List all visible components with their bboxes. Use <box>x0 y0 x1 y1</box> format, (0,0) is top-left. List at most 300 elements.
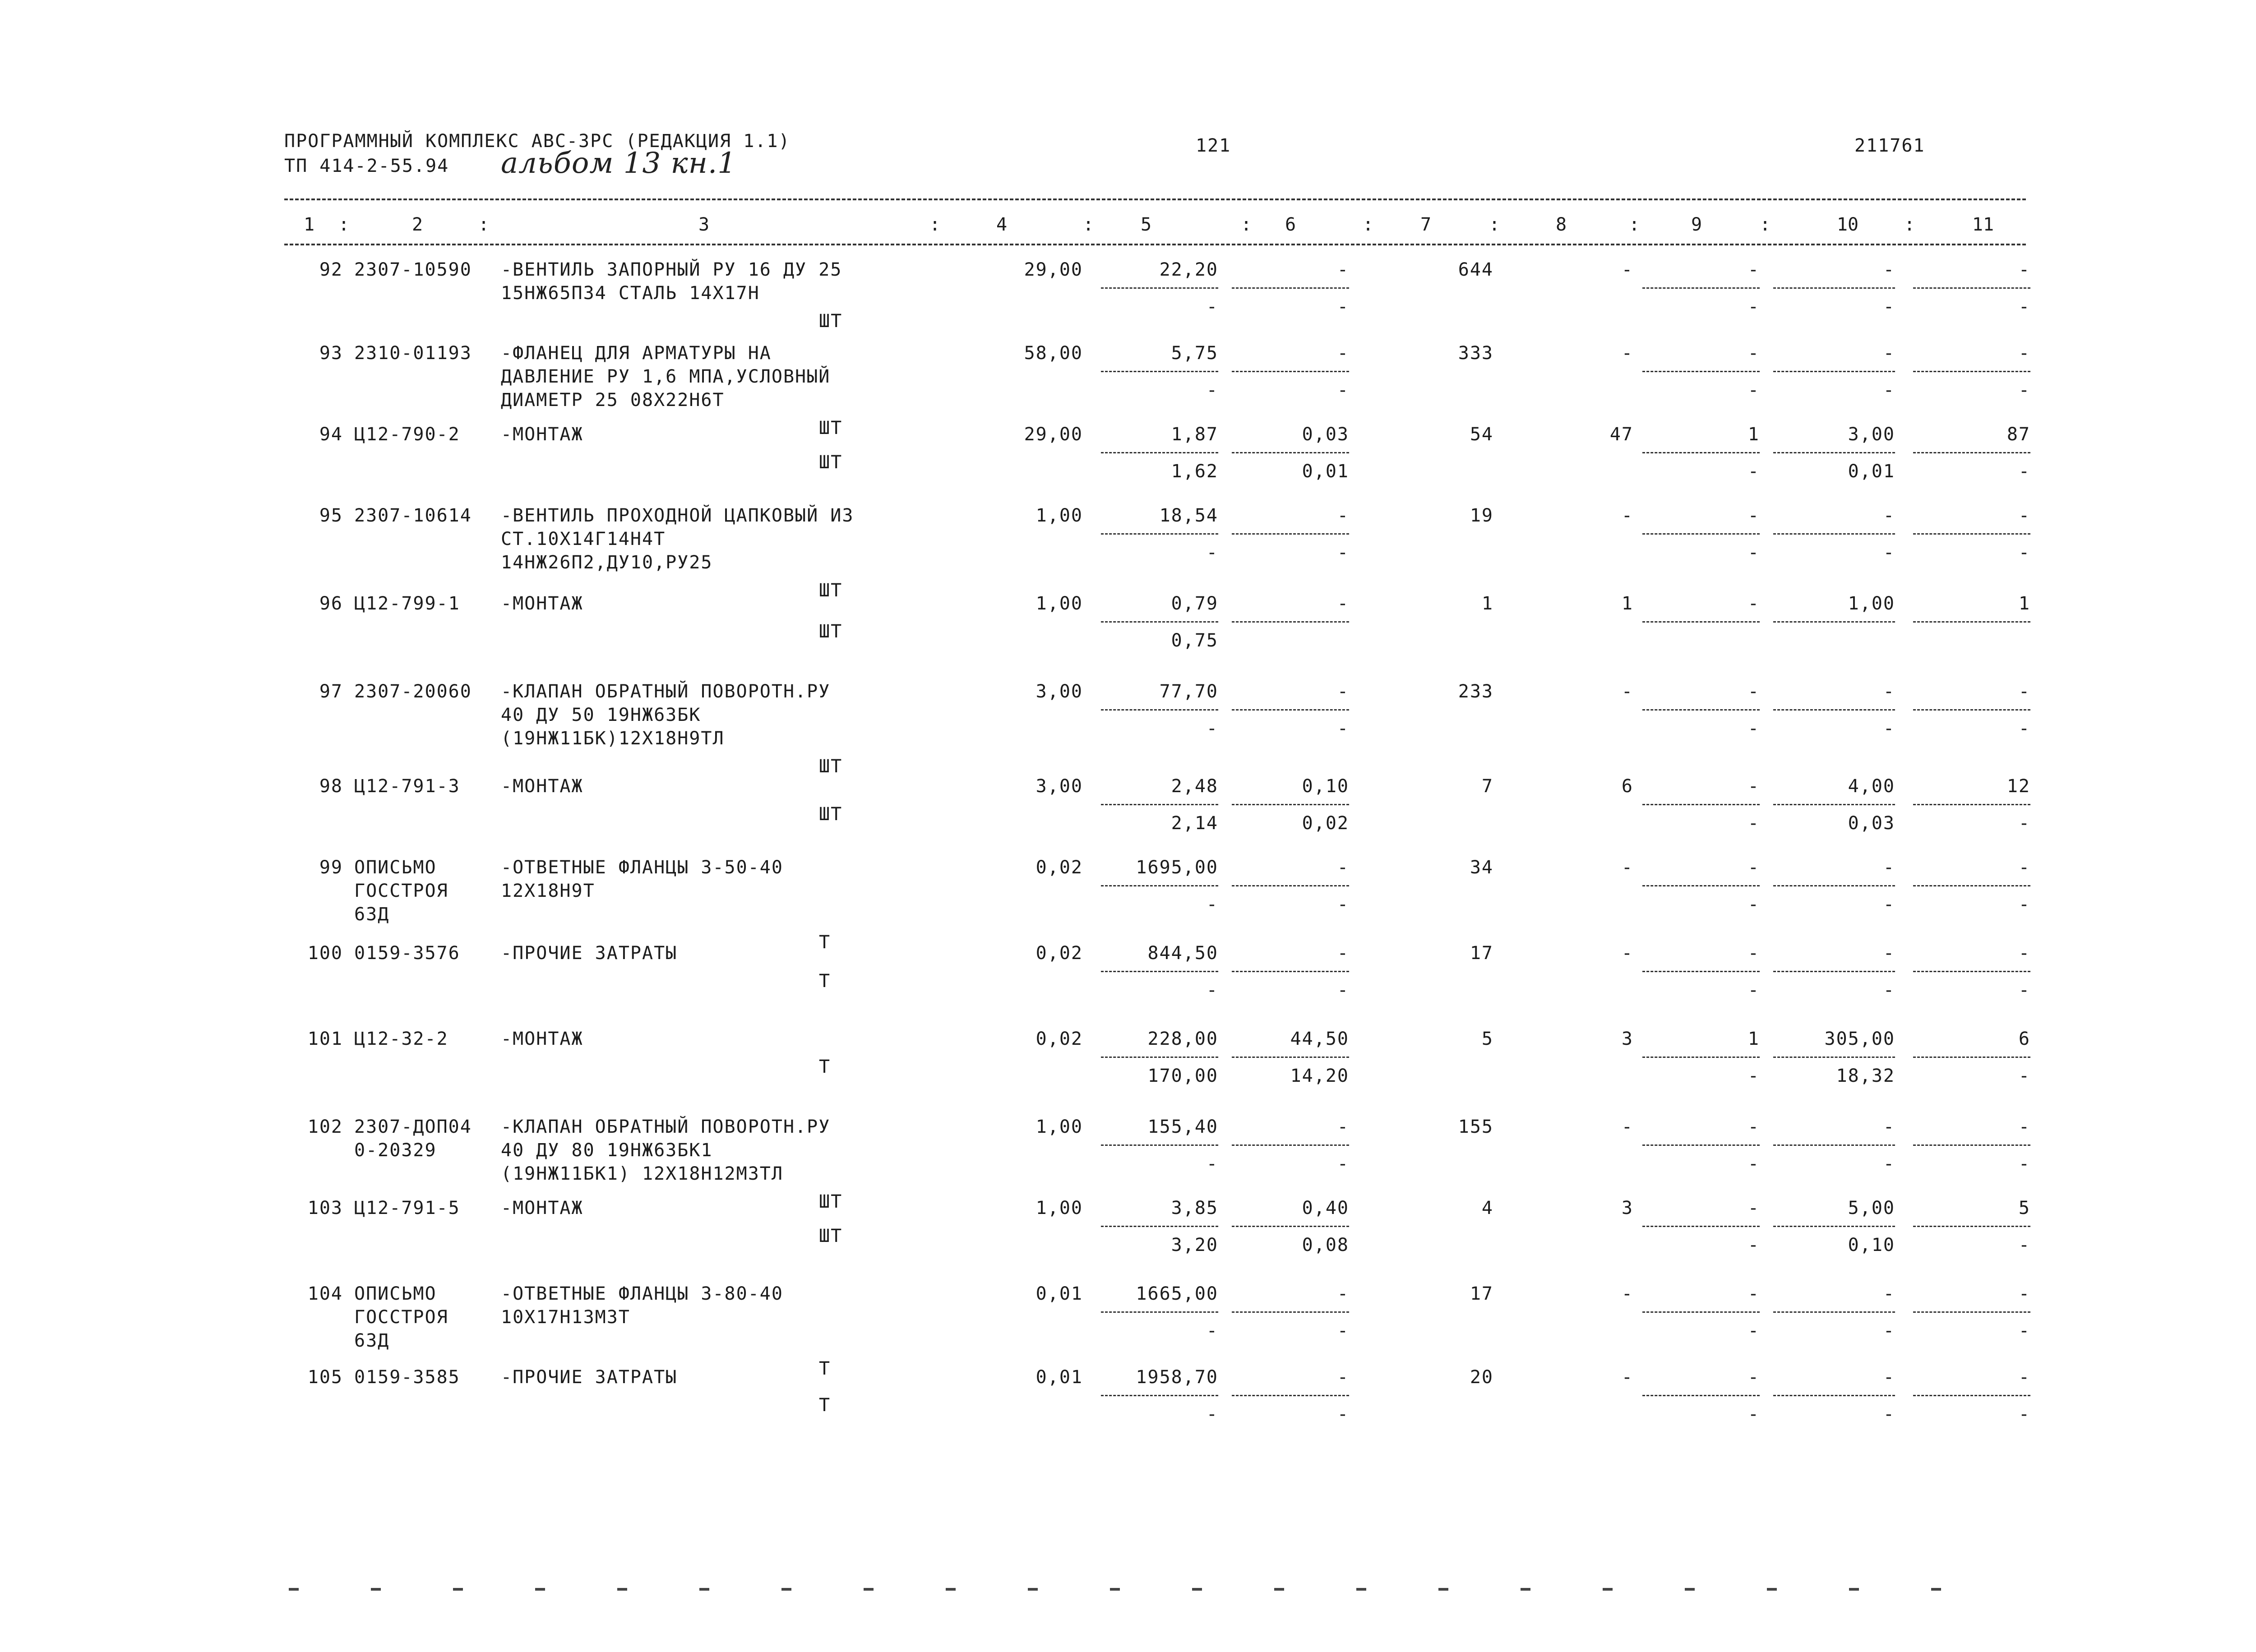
unit-wage: - <box>1337 857 1349 878</box>
fraction-rule <box>1773 1057 1895 1058</box>
column-separator: : <box>1629 214 1640 235</box>
resource-code: ОПИСЬМО <box>354 1283 437 1304</box>
labor-input: 1,00 <box>1848 593 1895 614</box>
column-separator: : <box>1489 214 1500 235</box>
header-bottom-rule <box>284 244 2026 245</box>
quantity: 0,02 <box>1036 857 1083 878</box>
quantity: 0,01 <box>1036 1367 1083 1388</box>
footer-mark <box>617 1588 627 1591</box>
row-number: 101 <box>307 1029 343 1049</box>
unit-cost-wages: - <box>1206 542 1218 563</box>
unit-cost: 18,54 <box>1159 505 1218 526</box>
fraction-rule <box>1773 1395 1895 1396</box>
item-description: 40 ДУ 80 19НЖ63БК1 <box>501 1140 713 1161</box>
fraction-rule <box>1773 709 1895 711</box>
column-separator: : <box>1904 214 1915 235</box>
machine-wage: - <box>1747 894 1760 915</box>
column-number: 3 <box>698 214 710 235</box>
labor-input: - <box>1883 259 1895 280</box>
labor-total: - <box>2018 259 2030 280</box>
labor-input: - <box>1883 1117 1895 1137</box>
quantity: 29,00 <box>1024 424 1083 445</box>
unit-cost-wages: 0,75 <box>1171 630 1218 651</box>
row-number: 94 <box>319 424 343 445</box>
item-description: -КЛАПАН ОБРАТНЫЙ ПОВОРОТН.РУ <box>501 681 831 702</box>
machine-cost: - <box>1747 1367 1760 1388</box>
unit-of-measure: ШТ <box>819 452 843 473</box>
footer-mark <box>1767 1588 1777 1591</box>
footer-mark <box>535 1588 545 1591</box>
machine-wage: - <box>1747 380 1760 401</box>
total-wage: - <box>1621 1283 1633 1304</box>
unit-wage-machinists: - <box>1337 542 1349 563</box>
column-separator: : <box>1083 214 1094 235</box>
project-code: ТП 414-2-55.94 <box>284 156 449 176</box>
unit-of-measure: ШТ <box>819 621 843 642</box>
unit-wage-machinists: - <box>1337 980 1349 1001</box>
machine-wage: - <box>1747 813 1760 834</box>
machine-wage: - <box>1747 718 1760 739</box>
column-separator: : <box>1760 214 1771 235</box>
fraction-rule <box>1642 971 1760 972</box>
column-number: 8 <box>1555 214 1567 235</box>
resource-code: 2307-10614 <box>354 505 472 526</box>
column-number: 2 <box>411 214 423 235</box>
machine-cost: - <box>1747 1117 1760 1137</box>
footer-mark <box>781 1588 791 1591</box>
item-description: -ПРОЧИЕ ЗАТРАТЫ <box>501 1367 678 1388</box>
machine-cost: - <box>1747 343 1760 364</box>
labor-total: - <box>2018 505 2030 526</box>
fraction-rule <box>1101 1144 1218 1146</box>
row-number: 104 <box>307 1283 343 1304</box>
unit-cost: 5,75 <box>1171 343 1218 364</box>
footer-mark <box>1356 1588 1366 1591</box>
resource-code: 2307-20060 <box>354 681 472 702</box>
labor-total-machinists: - <box>2018 813 2030 834</box>
fraction-rule <box>1773 452 1895 453</box>
row-number: 95 <box>319 505 343 526</box>
machine-wage: - <box>1747 1066 1760 1086</box>
labor-total: - <box>2018 681 2030 702</box>
resource-code: Ц12-790-2 <box>354 424 460 445</box>
resource-code: 2307-ДОП04 <box>354 1117 472 1137</box>
item-description: 15НЖ65П34 СТАЛЬ 14Х17Н <box>501 283 760 304</box>
footer-mark <box>699 1588 709 1591</box>
fraction-rule <box>1642 371 1760 372</box>
quantity: 1,00 <box>1036 593 1083 614</box>
unit-of-measure: ШТ <box>819 1191 843 1212</box>
unit-wage: - <box>1337 681 1349 702</box>
fraction-rule <box>1232 287 1349 289</box>
unit-wage-machinists: 0,08 <box>1302 1235 1349 1255</box>
row-number: 98 <box>319 776 343 797</box>
fraction-rule <box>1773 533 1895 535</box>
fraction-rule <box>1642 287 1760 289</box>
unit-cost: 1665,00 <box>1136 1283 1218 1304</box>
row-number: 103 <box>307 1198 343 1218</box>
unit-wage: - <box>1337 505 1349 526</box>
fraction-rule <box>1101 1226 1218 1227</box>
column-separator: : <box>1241 214 1252 235</box>
machine-wage: - <box>1747 980 1760 1001</box>
total-cost: 233 <box>1458 681 1493 702</box>
quantity: 0,02 <box>1036 1029 1083 1049</box>
fraction-rule <box>1773 371 1895 372</box>
resource-code: 0159-3585 <box>354 1367 460 1388</box>
fraction-rule <box>1101 709 1218 711</box>
item-description: -ФЛАНЕЦ ДЛЯ АРМАТУРЫ НА <box>501 343 772 364</box>
fraction-rule <box>1232 1226 1349 1227</box>
unit-cost-wages: 1,62 <box>1171 461 1218 482</box>
fraction-rule <box>1101 1311 1218 1313</box>
machine-cost: - <box>1747 259 1760 280</box>
resource-code: 0159-3576 <box>354 943 460 964</box>
unit-cost-wages: - <box>1206 718 1218 739</box>
total-cost: 19 <box>1470 505 1493 526</box>
column-number: 9 <box>1691 214 1702 235</box>
fraction-rule <box>1773 971 1895 972</box>
unit-cost-wages: 170,00 <box>1147 1066 1218 1086</box>
labor-machinists: - <box>1883 1154 1895 1174</box>
unit-cost-wages: - <box>1206 296 1218 317</box>
unit-cost: 844,50 <box>1147 943 1218 964</box>
labor-machinists: - <box>1883 542 1895 563</box>
machine-cost: - <box>1747 681 1760 702</box>
machine-cost: - <box>1747 505 1760 526</box>
unit-cost-wages: - <box>1206 980 1218 1001</box>
unit-wage-machinists: - <box>1337 1404 1349 1425</box>
fraction-rule <box>1232 533 1349 535</box>
unit-cost-wages: - <box>1206 894 1218 915</box>
resource-code: Ц12-799-1 <box>354 593 460 614</box>
labor-total: - <box>2018 1283 2030 1304</box>
header-top-rule <box>284 198 2026 200</box>
total-cost: 17 <box>1470 943 1493 964</box>
labor-total-machinists: - <box>2018 461 2030 482</box>
labor-machinists: 0,03 <box>1848 813 1895 834</box>
total-cost: 155 <box>1458 1117 1493 1137</box>
item-description: -МОНТАЖ <box>501 1198 583 1218</box>
item-description: -МОНТАЖ <box>501 776 583 797</box>
resource-code: 63Д <box>354 904 390 925</box>
labor-input: - <box>1883 681 1895 702</box>
fraction-rule <box>1642 709 1760 711</box>
unit-of-measure: ШТ <box>819 756 843 777</box>
item-description: (19НЖ11БК)12Х18Н9ТЛ <box>501 728 725 749</box>
unit-wage-machinists: - <box>1337 380 1349 401</box>
labor-machinists: - <box>1883 1320 1895 1341</box>
resource-code: ГОССТРОЯ <box>354 1307 448 1328</box>
fraction-rule <box>1642 621 1760 623</box>
unit-of-measure: ШТ <box>819 1226 843 1246</box>
total-wage: 6 <box>1621 776 1633 797</box>
quantity: 1,00 <box>1036 1198 1083 1218</box>
unit-wage-machinists: - <box>1337 296 1349 317</box>
labor-total: - <box>2018 943 2030 964</box>
page-number: 121 <box>1196 135 1231 156</box>
total-wage: - <box>1621 943 1633 964</box>
machine-cost: - <box>1747 593 1760 614</box>
unit-wage: - <box>1337 943 1349 964</box>
labor-input: - <box>1883 343 1895 364</box>
column-number: 10 <box>1836 214 1859 235</box>
footer-mark <box>1192 1588 1202 1591</box>
unit-wage: - <box>1337 1367 1349 1388</box>
machine-cost: - <box>1747 1283 1760 1304</box>
machine-wage: - <box>1747 1404 1760 1425</box>
unit-of-measure: ШТ <box>819 418 843 438</box>
labor-machinists: - <box>1883 980 1895 1001</box>
labor-total: 6 <box>2018 1029 2030 1049</box>
total-cost: 644 <box>1458 259 1493 280</box>
item-description: -ВЕНТИЛЬ ПРОХОДНОЙ ЦАПКОВЫЙ ИЗ <box>501 505 854 526</box>
total-wage: - <box>1621 1117 1633 1137</box>
column-separator: : <box>338 214 350 235</box>
fraction-rule <box>1101 533 1218 535</box>
row-number: 100 <box>307 943 343 964</box>
unit-wage-machinists: - <box>1337 718 1349 739</box>
fraction-rule <box>1232 1395 1349 1396</box>
machine-wage: - <box>1747 542 1760 563</box>
unit-of-measure: ШТ <box>819 311 843 332</box>
labor-machinists: 18,32 <box>1836 1066 1895 1086</box>
labor-machinists: 0,10 <box>1848 1235 1895 1255</box>
unit-wage: - <box>1337 593 1349 614</box>
unit-wage: - <box>1337 259 1349 280</box>
fraction-rule <box>1913 371 2030 372</box>
item-description: -ОТВЕТНЫЕ ФЛАНЦЫ 3-50-40 <box>501 857 783 878</box>
machine-cost: - <box>1747 1198 1760 1218</box>
column-separator: : <box>929 214 941 235</box>
labor-machinists: - <box>1883 296 1895 317</box>
fraction-rule <box>1101 1057 1218 1058</box>
machine-wage: - <box>1747 1320 1760 1341</box>
item-description: -МОНТАЖ <box>501 1029 583 1049</box>
unit-wage: - <box>1337 1117 1349 1137</box>
item-description: 14НЖ26П2,ДУ10,РУ25 <box>501 552 713 573</box>
fraction-rule <box>1642 533 1760 535</box>
fraction-rule <box>1913 971 2030 972</box>
unit-of-measure: Т <box>819 971 831 992</box>
footer-mark <box>289 1588 299 1591</box>
fraction-rule <box>1101 885 1218 886</box>
fraction-rule <box>1642 885 1760 886</box>
fraction-rule <box>1642 1057 1760 1058</box>
unit-of-measure: Т <box>819 1395 831 1416</box>
fraction-rule <box>1232 971 1349 972</box>
machine-cost: - <box>1747 943 1760 964</box>
total-cost: 34 <box>1470 857 1493 878</box>
unit-cost-wages: - <box>1206 380 1218 401</box>
labor-total-machinists: - <box>2018 1235 2030 1255</box>
row-number: 99 <box>319 857 343 878</box>
footer-mark <box>1521 1588 1530 1591</box>
fraction-rule <box>1913 1144 2030 1146</box>
resource-code: 63Д <box>354 1330 390 1351</box>
labor-machinists: - <box>1883 894 1895 915</box>
quantity: 1,00 <box>1036 505 1083 526</box>
fraction-rule <box>1773 1144 1895 1146</box>
fraction-rule <box>1642 452 1760 453</box>
resource-code: 2310-01193 <box>354 343 472 364</box>
unit-of-measure: Т <box>819 932 831 953</box>
fraction-rule <box>1101 1395 1218 1396</box>
labor-total: 12 <box>2006 776 2030 797</box>
unit-cost-wages: - <box>1206 1154 1218 1174</box>
unit-cost: 1958,70 <box>1136 1367 1218 1388</box>
fraction-rule <box>1913 804 2030 805</box>
labor-total-machinists: - <box>2018 1404 2030 1425</box>
unit-cost-wages: 2,14 <box>1171 813 1218 834</box>
quantity: 58,00 <box>1024 343 1083 364</box>
fraction-rule <box>1913 287 2030 289</box>
fraction-rule <box>1101 621 1218 623</box>
machine-cost: - <box>1747 776 1760 797</box>
unit-wage-machinists: - <box>1337 1320 1349 1341</box>
labor-total-machinists: - <box>2018 1066 2030 1086</box>
unit-wage: 0,10 <box>1302 776 1349 797</box>
labor-input: - <box>1883 943 1895 964</box>
labor-total: - <box>2018 343 2030 364</box>
unit-cost: 2,48 <box>1171 776 1218 797</box>
unit-cost-wages: - <box>1206 1320 1218 1341</box>
unit-wage-machinists: 0,02 <box>1302 813 1349 834</box>
labor-input: 4,00 <box>1848 776 1895 797</box>
unit-cost: 22,20 <box>1159 259 1218 280</box>
fraction-rule <box>1773 1226 1895 1227</box>
item-description: -ОТВЕТНЫЕ ФЛАНЦЫ 3-80-40 <box>501 1283 783 1304</box>
item-description: -МОНТАЖ <box>501 593 583 614</box>
unit-cost: 77,70 <box>1159 681 1218 702</box>
total-wage: - <box>1621 343 1633 364</box>
column-separator: : <box>478 214 490 235</box>
handwritten-note: альбом 13 кн.1 <box>501 147 736 180</box>
fraction-rule <box>1232 709 1349 711</box>
total-wage: 3 <box>1621 1029 1633 1049</box>
total-cost: 17 <box>1470 1283 1493 1304</box>
labor-total-machinists: - <box>2018 542 2030 563</box>
total-cost: 333 <box>1458 343 1493 364</box>
labor-input: - <box>1883 505 1895 526</box>
column-number: 1 <box>303 214 315 235</box>
total-wage: - <box>1621 259 1633 280</box>
program-title: ПРОГРАММНЫЙ КОМПЛЕКС АВС-3РС (РЕДАКЦИЯ 1.1) <box>284 131 791 152</box>
resource-code: ГОССТРОЯ <box>354 881 448 901</box>
total-wage: - <box>1621 505 1633 526</box>
quantity: 0,01 <box>1036 1283 1083 1304</box>
total-cost: 20 <box>1470 1367 1493 1388</box>
footer-mark <box>371 1588 381 1591</box>
machine-wage: - <box>1747 461 1760 482</box>
item-description: -ВЕНТИЛЬ ЗАПОРНЫЙ РУ 16 ДУ 25 <box>501 259 842 280</box>
machine-cost: 1 <box>1747 1029 1760 1049</box>
footer-mark <box>1603 1588 1613 1591</box>
machine-wage: - <box>1747 1235 1760 1255</box>
unit-cost: 3,85 <box>1171 1198 1218 1218</box>
column-number: 11 <box>1972 214 1994 235</box>
item-description: -КЛАПАН ОБРАТНЫЙ ПОВОРОТН.РУ <box>501 1117 831 1137</box>
fraction-rule <box>1773 885 1895 886</box>
total-cost: 4 <box>1481 1198 1493 1218</box>
labor-input: - <box>1883 857 1895 878</box>
total-cost: 54 <box>1470 424 1493 445</box>
footer-mark <box>1931 1588 1941 1591</box>
fraction-rule <box>1913 533 2030 535</box>
labor-input: 305,00 <box>1824 1029 1895 1049</box>
column-number: 6 <box>1285 214 1296 235</box>
labor-machinists: - <box>1883 1404 1895 1425</box>
unit-cost: 1,87 <box>1171 424 1218 445</box>
fraction-rule <box>1913 1057 2030 1058</box>
labor-total-machinists: - <box>2018 1320 2030 1341</box>
resource-code: ОПИСЬМО <box>354 857 437 878</box>
row-number: 93 <box>319 343 343 364</box>
quantity: 1,00 <box>1036 1117 1083 1137</box>
item-description: ДИАМЕТР 25 08Х22Н6Т <box>501 390 725 411</box>
unit-of-measure: ШТ <box>819 580 843 601</box>
fraction-rule <box>1642 1395 1760 1396</box>
footer-mark <box>1849 1588 1859 1591</box>
labor-total-machinists: - <box>2018 296 2030 317</box>
quantity: 3,00 <box>1036 681 1083 702</box>
total-cost: 5 <box>1481 1029 1493 1049</box>
column-number: 5 <box>1140 214 1152 235</box>
unit-cost: 0,79 <box>1171 593 1218 614</box>
fraction-rule <box>1773 287 1895 289</box>
unit-cost: 155,40 <box>1147 1117 1218 1137</box>
machine-cost: - <box>1747 857 1760 878</box>
item-description: (19НЖ11БК1) 12Х18Н12М3ТЛ <box>501 1163 783 1184</box>
fraction-rule <box>1232 1057 1349 1058</box>
fraction-rule <box>1913 885 2030 886</box>
item-description: СТ.10Х14Г14Н4Т <box>501 529 666 549</box>
row-number: 92 <box>319 259 343 280</box>
unit-of-measure: Т <box>819 1057 831 1077</box>
item-description: ДАВЛЕНИЕ РУ 1,6 МПА,УСЛОВНЫЙ <box>501 366 831 387</box>
footer-mark <box>1274 1588 1284 1591</box>
item-description: 10Х17Н13М3Т <box>501 1307 630 1328</box>
unit-wage: - <box>1337 1283 1349 1304</box>
footer-mark <box>1685 1588 1695 1591</box>
quantity: 3,00 <box>1036 776 1083 797</box>
unit-cost-wages: - <box>1206 1404 1218 1425</box>
fraction-rule <box>1101 287 1218 289</box>
labor-total-machinists: - <box>2018 980 2030 1001</box>
fraction-rule <box>1773 621 1895 623</box>
labor-total-machinists: - <box>2018 718 2030 739</box>
column-number: 4 <box>996 214 1008 235</box>
total-cost: 1 <box>1481 593 1493 614</box>
total-wage: 1 <box>1621 593 1633 614</box>
footer-mark <box>1110 1588 1120 1591</box>
fraction-rule <box>1913 1226 2030 1227</box>
fraction-rule <box>1913 621 2030 623</box>
resource-code: Ц12-32-2 <box>354 1029 448 1049</box>
total-wage: - <box>1621 1367 1633 1388</box>
row-number: 96 <box>319 593 343 614</box>
total-wage: 3 <box>1621 1198 1633 1218</box>
column-number: 7 <box>1420 214 1432 235</box>
machine-wage: - <box>1747 1154 1760 1174</box>
labor-input: 3,00 <box>1848 424 1895 445</box>
footer-mark <box>864 1588 874 1591</box>
fraction-rule <box>1232 804 1349 805</box>
unit-wage: 0,40 <box>1302 1198 1349 1218</box>
fraction-rule <box>1773 1311 1895 1313</box>
item-description: 40 ДУ 50 19НЖ63БК <box>501 705 701 725</box>
fraction-rule <box>1232 452 1349 453</box>
